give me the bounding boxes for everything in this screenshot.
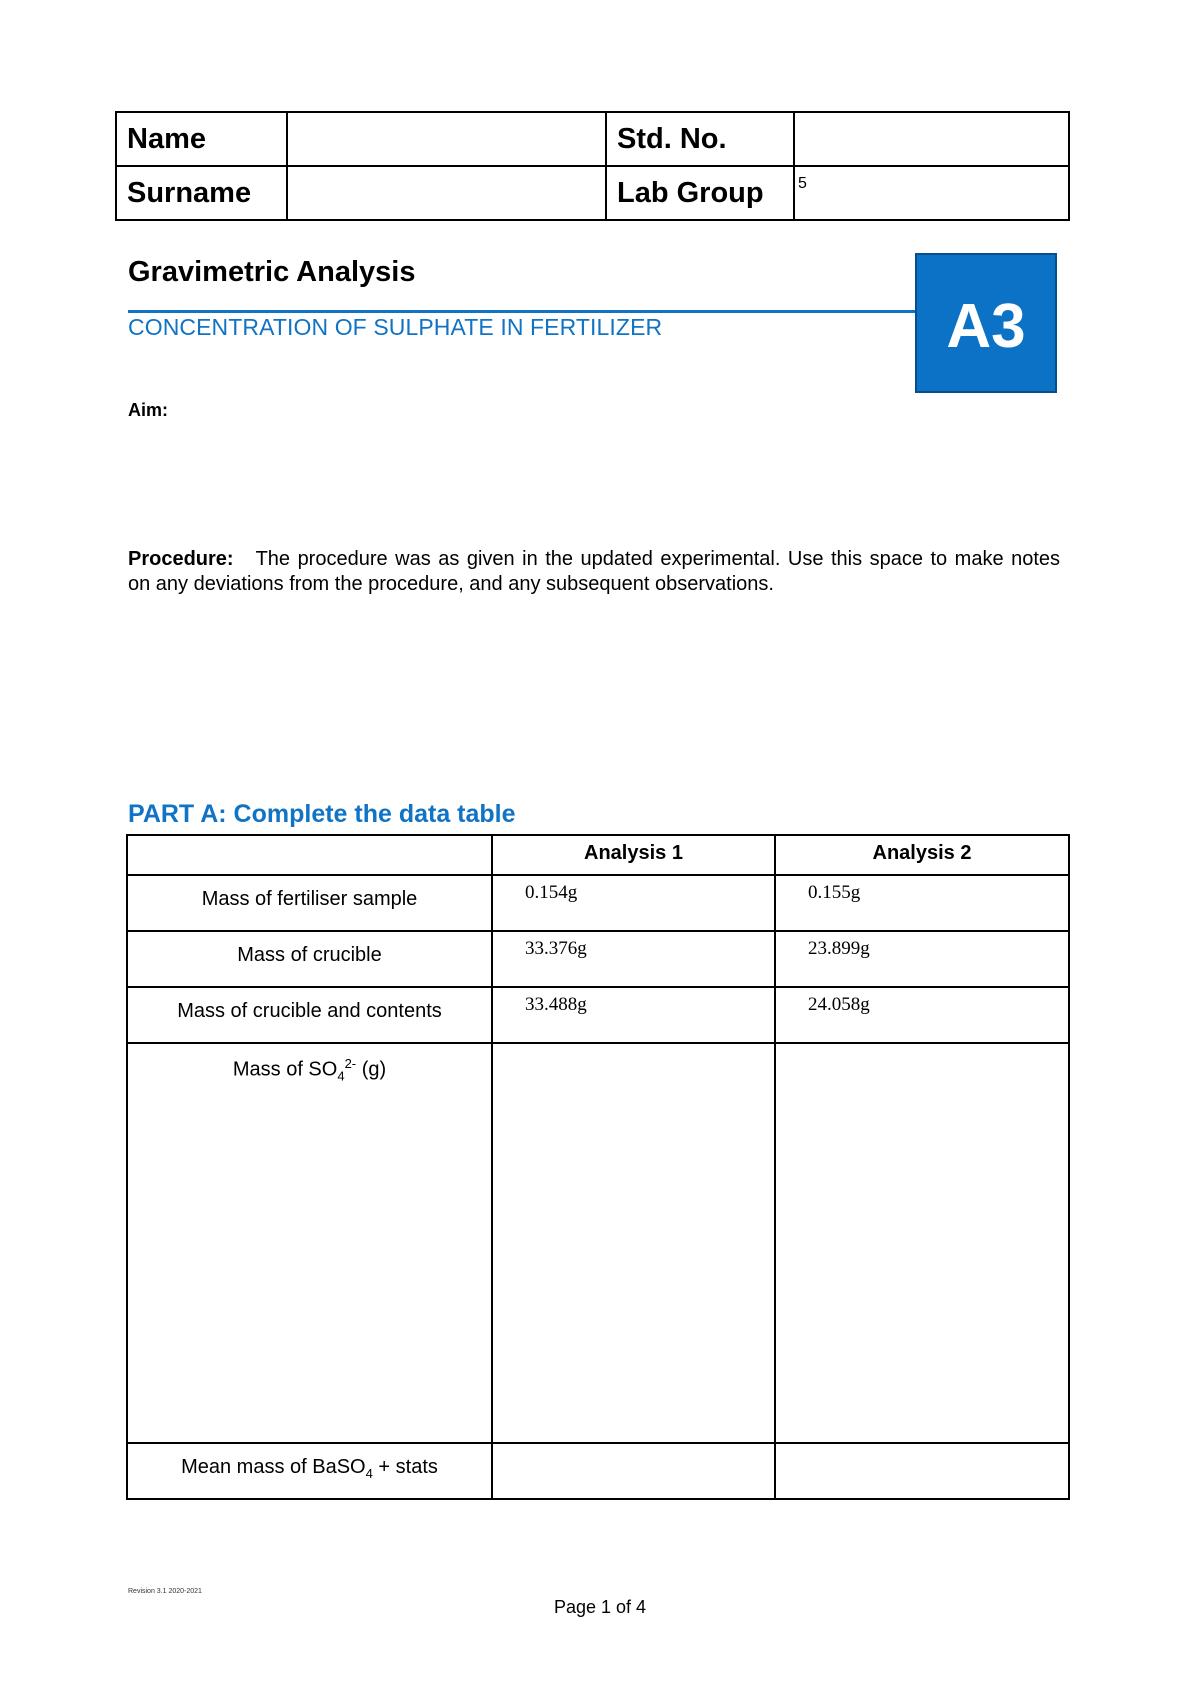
- aim-label: Aim:: [128, 400, 168, 420]
- mean-row-label: Mean mass of BaSO$_4$ + stats: [127, 1443, 492, 1499]
- experiment-badge: A3: [915, 253, 1057, 393]
- row-label: Mass of crucible and contents: [127, 987, 492, 1043]
- part-a-heading: PART A: Complete the data table: [128, 800, 516, 828]
- analysis-1-cell[interactable]: 33.488g: [492, 987, 775, 1043]
- column-header-blank: [127, 835, 492, 875]
- name-label: Name: [116, 112, 287, 166]
- row-label: Mass of fertiliser sample: [127, 875, 492, 931]
- table-header-row: [127, 835, 1069, 875]
- title-divider: [128, 310, 918, 313]
- analysis-1-cell[interactable]: 33.376g: [492, 931, 775, 987]
- procedure-section: [128, 547, 1060, 597]
- procedure-text: The procedure was as given in the updated experimental. Use this space to make notes on any deviations from the procedure, and any subsequent observations.: [128, 548, 1060, 595]
- table-row-so4: [127, 1043, 1069, 1443]
- analysis-2-cell[interactable]: 0.155g: [775, 875, 1069, 931]
- page-title: Gravimetric Analysis: [128, 256, 416, 288]
- page-subtitle: CONCENTRATION OF SULPHATE IN FERTILIZER: [128, 314, 663, 340]
- analysis-1-cell[interactable]: [492, 1443, 775, 1499]
- footnote: Revision 3.1 2020-2021: [128, 1588, 202, 1595]
- analysis-1-cell[interactable]: [492, 1043, 775, 1443]
- column-header-analysis-1: Analysis 1: [492, 835, 775, 875]
- so4-row-label: Mass of $SO_4^{2-}$ (g): [127, 1043, 492, 1443]
- analysis-2-cell[interactable]: [775, 1043, 1069, 1443]
- std-no-field[interactable]: [794, 112, 1069, 166]
- page-number: Page 1 of 4: [553, 1597, 647, 1617]
- table-row: [127, 931, 1069, 987]
- table-row: [127, 875, 1069, 931]
- info-row-2: [116, 166, 1069, 220]
- data-table: [126, 834, 1070, 1500]
- column-header-analysis-2: Analysis 2: [775, 835, 1069, 875]
- info-row-1: [116, 112, 1069, 166]
- surname-label: Surname: [116, 166, 287, 220]
- row-label: Mass of crucible: [127, 931, 492, 987]
- lab-group-label: Lab Group: [606, 166, 794, 220]
- analysis-1-cell[interactable]: 0.154g: [492, 875, 775, 931]
- table-row-mean: [127, 1443, 1069, 1499]
- name-field[interactable]: [287, 112, 606, 166]
- lab-group-field[interactable]: 5: [794, 166, 1069, 220]
- analysis-2-cell[interactable]: [775, 1443, 1069, 1499]
- std-no-label: Std. No.: [606, 112, 794, 166]
- surname-field[interactable]: [287, 166, 606, 220]
- student-info-table: [115, 111, 1070, 221]
- analysis-2-cell[interactable]: 23.899g: [775, 931, 1069, 987]
- analysis-2-cell[interactable]: 24.058g: [775, 987, 1069, 1043]
- table-row: [127, 987, 1069, 1043]
- procedure-label: Procedure:: [128, 548, 234, 570]
